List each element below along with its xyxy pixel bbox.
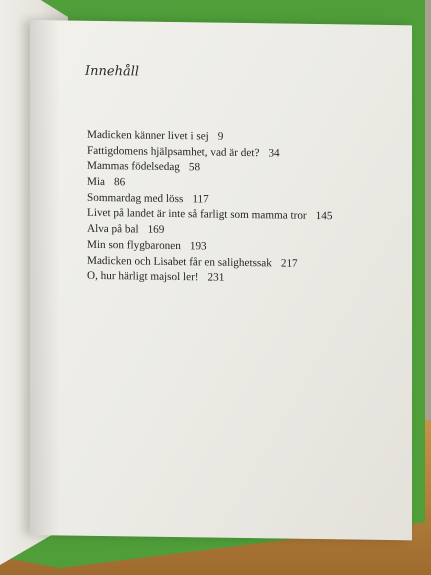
entry-page-number: 86 — [114, 176, 126, 189]
entry-title: Fattigdomens hjälpsamhet, vad är det? — [87, 144, 260, 159]
contents-entry — [87, 269, 332, 288]
entry-title: Madicken känner livet i sej — [87, 128, 209, 143]
entry-page-number: 34 — [268, 147, 280, 160]
entry-title: Livet på landet är inte så farligt som mamma tror — [87, 207, 307, 223]
entry-page-number: 169 — [147, 223, 165, 237]
entry-title: Mammas födelsedag — [87, 160, 180, 174]
entry-title: Min son flygbaronen — [87, 238, 181, 252]
contents-list — [87, 128, 332, 288]
entry-page-number: 217 — [280, 257, 298, 270]
entry-page-number: 193 — [189, 240, 207, 253]
entry-title: Madicken och Lisabet får en salighetssak — [87, 254, 272, 269]
entry-page-number: 9 — [217, 130, 224, 143]
entry-page-number: 58 — [188, 161, 201, 174]
page-gutter-shadow — [30, 20, 60, 535]
contents-page — [30, 20, 412, 540]
entry-title: Mia — [87, 175, 106, 189]
entry-title: Sommardag med löss — [87, 191, 184, 205]
entry-page-number: 231 — [207, 271, 225, 284]
entry-title: O, hur härligt majsol ler! — [87, 269, 199, 284]
entry-page-number: 145 — [315, 210, 333, 223]
entry-page-number: 117 — [192, 193, 209, 206]
contents-heading: Innehåll — [85, 63, 140, 80]
entry-title: Alva på bal — [87, 222, 139, 236]
